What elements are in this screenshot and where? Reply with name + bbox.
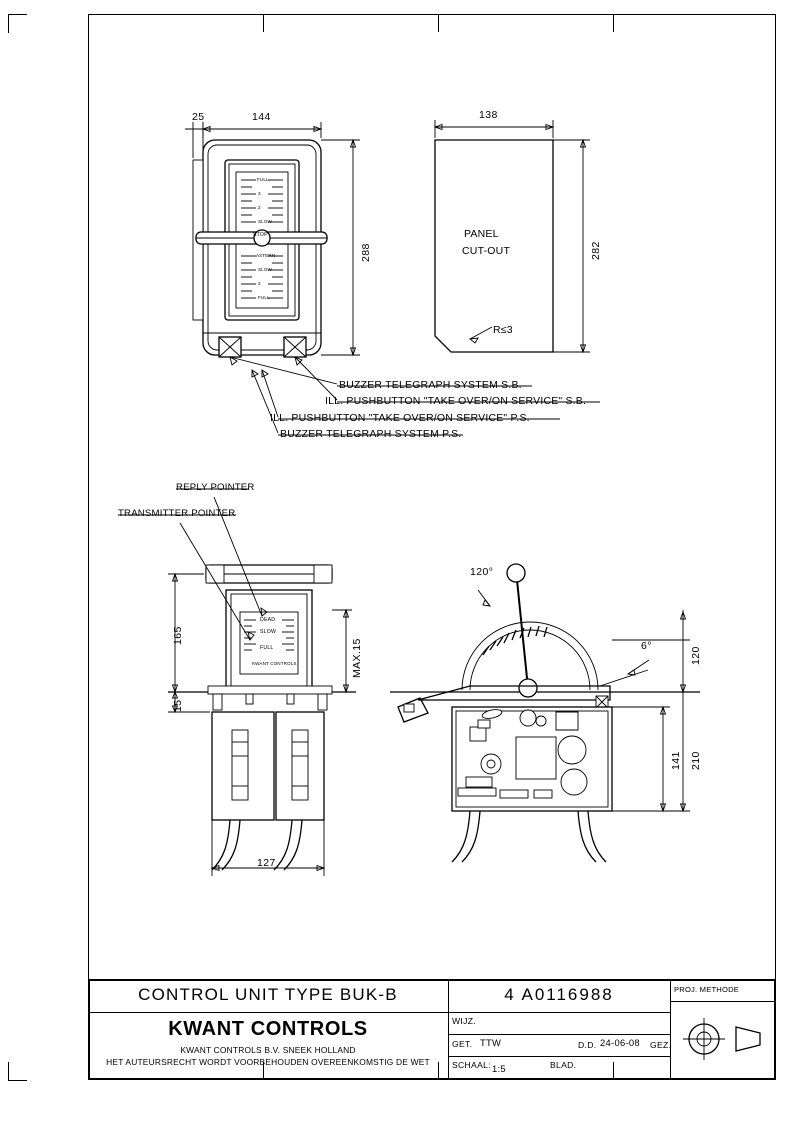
dial-text-stop: STOP [253,232,268,238]
field-get-label: GET. [452,1039,473,1049]
field-dd-value: 24-06-08 [600,1037,640,1048]
field-dd-label: D.D. [578,1040,597,1050]
tb-div-h4 [448,1056,670,1057]
dial-text-slow: SLOW [258,219,272,224]
angle-6: 6° [641,640,652,652]
callout-buzzer-ps: BUZZER TELEGRAPH SYSTEM P.S. [280,428,462,440]
dim-width-144: 144 [252,111,271,123]
company-sub2: HET AUTEURSRECHT WORDT VOORBEHOUDEN OVEREENKOMSTIG DE WET [106,1057,430,1067]
dial-text-2: 2 [258,205,261,210]
cutout-radius-note: R≤3 [493,324,513,336]
dial-text-2b: 2 [258,281,261,286]
label-reply-pointer: REPLY POINTER [176,482,255,493]
title-text: CONTROL UNIT TYPE BUK-B [138,985,398,1004]
lower-dial-slow: SLOW [260,629,277,635]
dim-15: 15 [172,699,184,712]
field-gez-label: GEZ. [650,1040,672,1050]
lower-dial-dead: DEAD [260,617,276,623]
dial-text-slow2: SLOW [258,267,272,272]
angle-120: 120° [470,566,494,578]
field-wijz-label: WIJZ. [452,1016,476,1026]
panel-cutout-line1: PANEL [464,228,499,240]
dim-127: 127 [257,857,276,869]
dim-max15: MAX.15 [351,638,363,678]
dim-210: 210 [690,751,702,770]
drawing-number: 4 A0116988 [504,985,614,1004]
projection-symbol [674,1005,774,1075]
lower-dial-full: FULL [260,645,274,651]
company-name: KWANT CONTROLS [168,1018,368,1040]
tb-div-h2 [448,1012,670,1013]
field-schaal-label: SCHAAL: [452,1060,491,1070]
lower-dial-brand: KWANT CONTROLS [252,661,297,666]
tb-div-h5 [670,1001,774,1002]
dial-text-astern: ASTERN [256,253,276,258]
dim-120: 120 [690,646,702,665]
tb-border-right [774,979,776,1080]
dim-cutout-height-282: 282 [590,241,602,260]
dim-165: 165 [172,626,184,645]
tb-border-top [88,979,776,981]
field-blad-label: BLAD. [550,1060,577,1070]
tb-div-h3 [448,1034,670,1035]
panel-cutout-line2: CUT-OUT [462,245,511,257]
dim-depth-25: 25 [192,111,205,123]
tb-div-h1 [88,1012,448,1013]
tb-div-v2 [670,979,671,1080]
field-get-value: TTW [480,1037,502,1048]
company-sub1: KWANT CONTROLS B.V. SNEEK HOLLAND [180,1045,356,1055]
dial-text-full-ahead: FULL [257,177,269,182]
dim-height-288: 288 [360,243,372,262]
callout-buzzer-sb: BUZZER TELEGRAPH SYSTEM S.B. [339,379,522,391]
title-block [88,979,776,1080]
dim-141: 141 [670,751,682,770]
proj-method-label: PROJ. METHODE [674,985,740,994]
dial-text-full2: FULL [258,295,270,300]
callout-pushbutton-ps: ILL. PUSHBUTTON "TAKE OVER/ON SERVICE" P.S. [270,412,530,424]
tb-border-bottom [88,1078,776,1080]
dim-cutout-width-138: 138 [479,109,498,121]
callout-pushbutton-sb: ILL. PUSHBUTTON "TAKE OVER/ON SERVICE" S.B. [325,395,587,407]
label-transmitter-pointer: TRANSMITTER POINTER [118,508,236,519]
field-schaal-value: 1:5 [492,1063,506,1074]
dial-text-3: 3 [258,191,261,196]
